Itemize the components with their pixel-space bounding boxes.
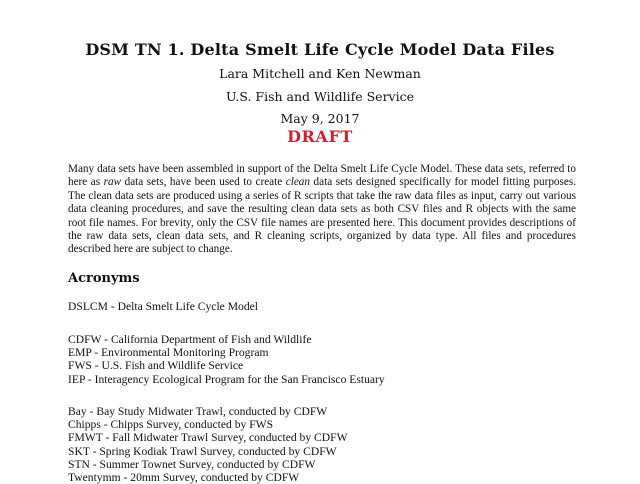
acronym-item: DSLCM - Delta Smelt Life Cycle Model xyxy=(68,300,258,313)
acronym-item: FWS - U.S. Fish and Wildlife Service xyxy=(68,359,244,373)
acronym-item: Chipps - Chipps Survey, conducted by FWS xyxy=(68,418,274,432)
acronym-item: IEP - Interagency Ecological Program for the San Francisco Estuary xyxy=(68,372,385,386)
acronym-item: EMP - Environmental Monitoring Program xyxy=(68,346,269,360)
document-title: DSM TN 1. Delta Smelt Life Cycle Model Data Files xyxy=(85,40,555,59)
acronyms-heading: Acronyms xyxy=(68,271,140,286)
draft-label: DRAFT xyxy=(287,127,353,146)
acronym-item: CDFW - California Department of Fish and Wildlife xyxy=(68,333,312,346)
authors: Lara Mitchell and Ken Newman xyxy=(219,66,421,81)
acronym-item: FMWT - Fall Midwater Trawl Survey, conducted by CDFW xyxy=(68,431,348,445)
document-date: May 9, 2017 xyxy=(280,111,360,126)
affiliation: U.S. Fish and Wildlife Service xyxy=(225,89,415,104)
acronym-list-model xyxy=(68,300,258,313)
abstract-part-3: data sets designed specifically for model fitting purposes. The clean data sets are produced using a series of R scripts that take the raw data files as input, carry out various data cleaning procedures, and save the resulting clean data sets as both CSV files and R objects with the same root file names. For brevity, only the CSV file names are presented here. This document provides descriptions of the raw data sets, clean data sets, and R cleaning scripts, organized by data type. All files and procedures described here are subject to change. xyxy=(68,176,576,256)
abstract-paragraph xyxy=(68,163,576,257)
acronym-item: Twentymm - 20mm Survey, conducted by CDFW xyxy=(68,471,300,484)
abstract-emphasis-clean: clean xyxy=(285,176,310,189)
acronym-item: STN - Summer Townet Survey, conducted by CDFW xyxy=(68,457,316,471)
acronym-item: Bay - Bay Study Midwater Trawl, conducted by CDFW xyxy=(68,405,328,418)
abstract-part-1: Many data sets have been assembled in support of the Delta Smelt Life Cycle Model. These data sets, referred to here as xyxy=(68,163,576,189)
acronym-item: SKT - Spring Kodiak Trawl Survey, conducted by CDFW xyxy=(68,444,337,458)
abstract-emphasis-raw: raw xyxy=(103,176,122,189)
acronym-list-surveys xyxy=(68,405,348,484)
acronym-list-agencies xyxy=(68,333,385,386)
abstract-part-2: data sets, have been used to create xyxy=(121,176,286,189)
